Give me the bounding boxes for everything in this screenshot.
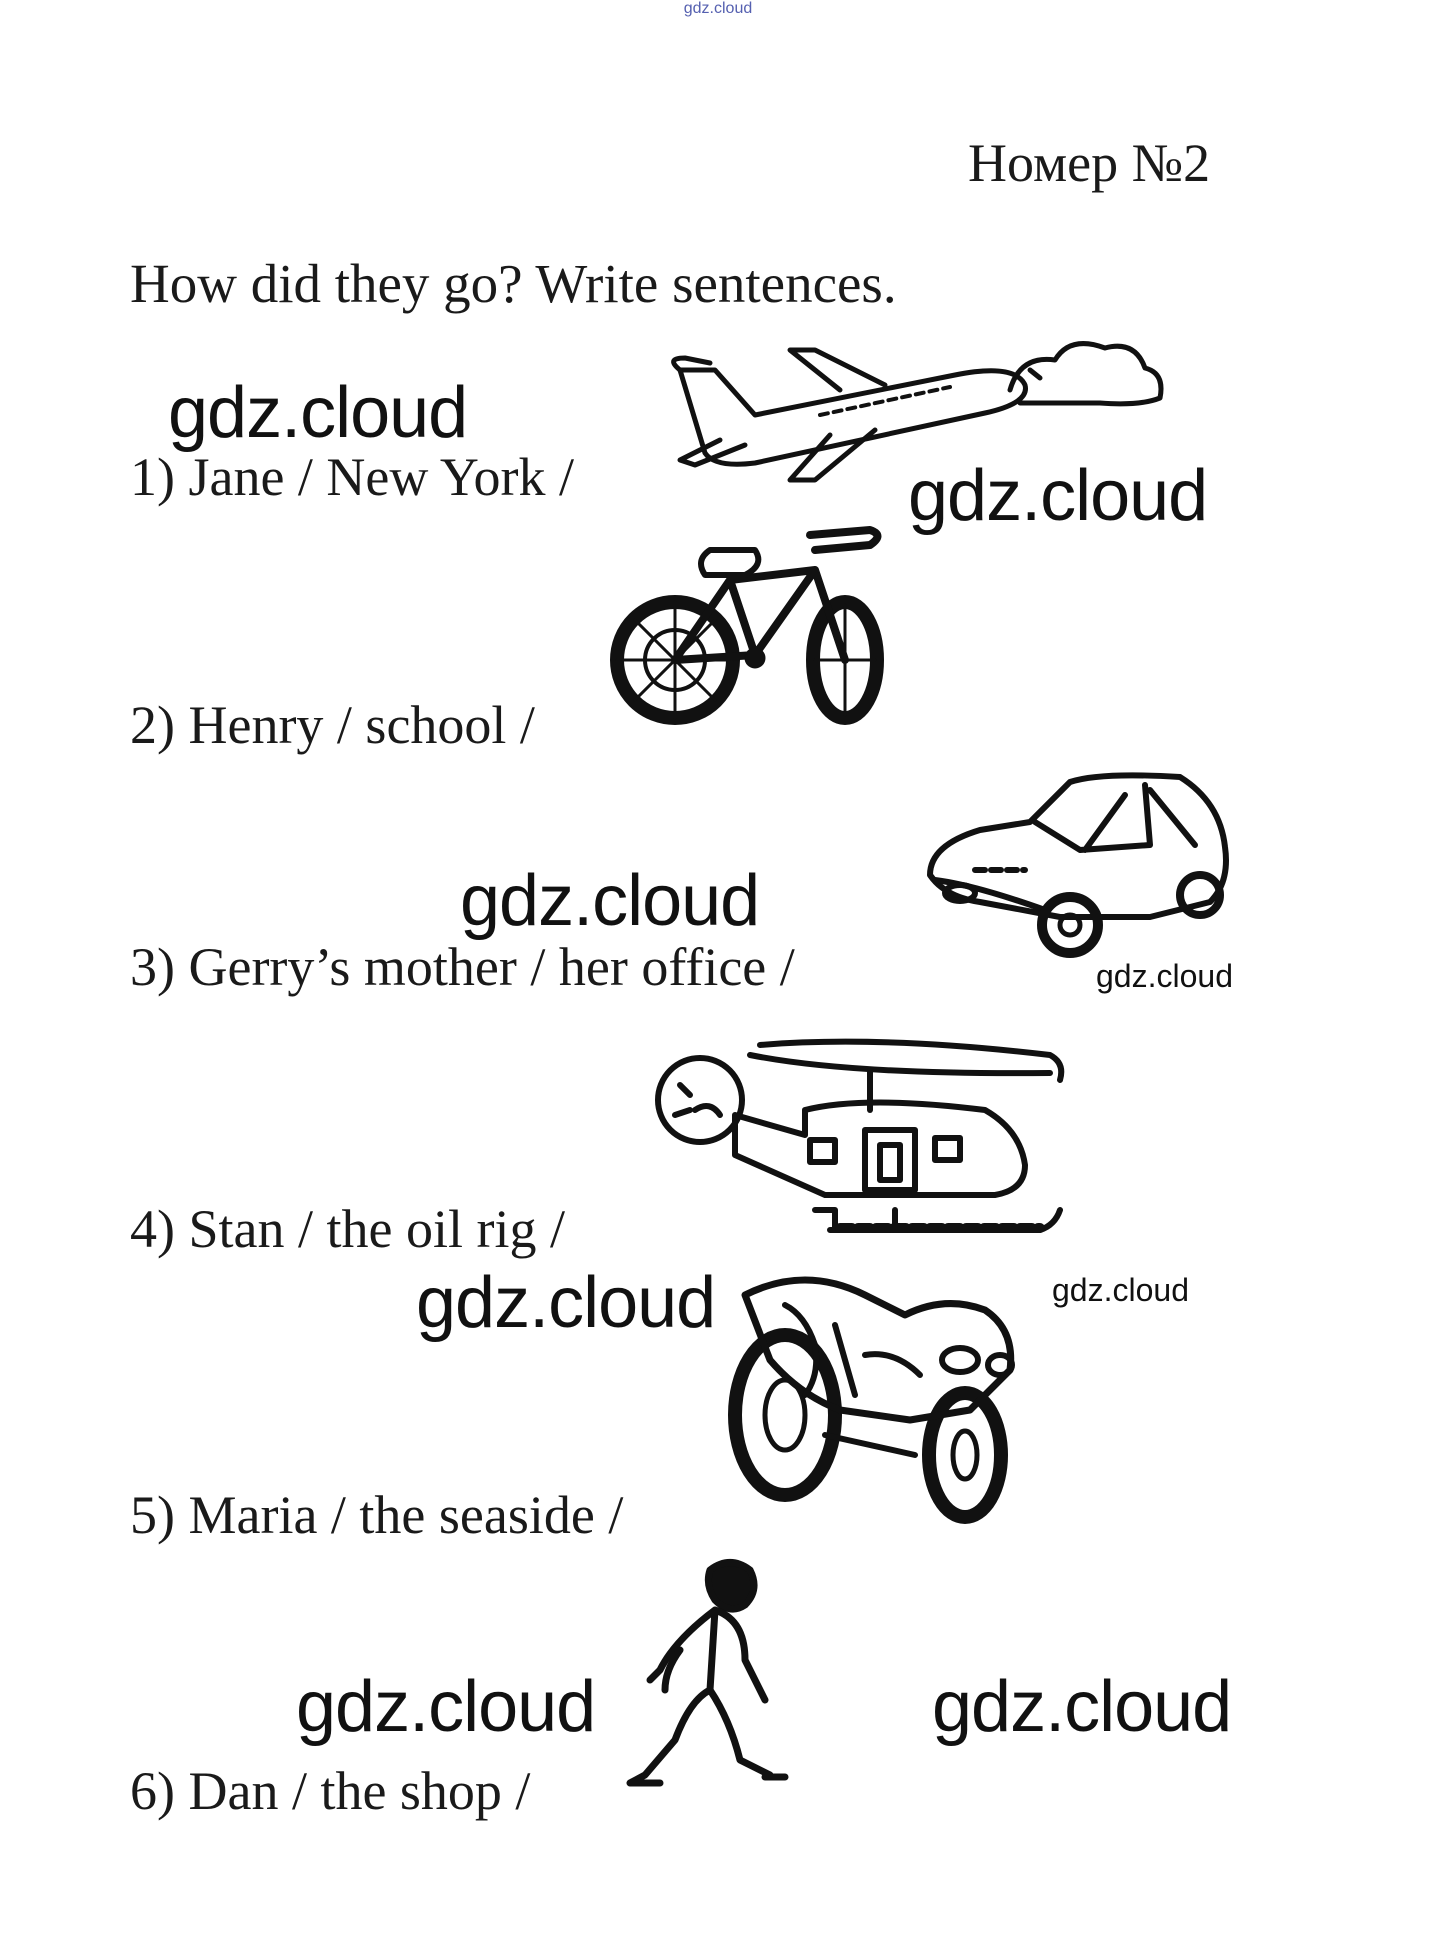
car-icon bbox=[915, 765, 1235, 965]
top-watermark: gdz.cloud bbox=[683, 0, 753, 17]
watermark-5: gdz.cloud bbox=[416, 1263, 716, 1343]
watermark-3: gdz.cloud bbox=[460, 861, 760, 941]
watermark-4: gdz.cloud bbox=[1096, 958, 1233, 994]
exercise-item-2: 2) Henry / school / bbox=[130, 695, 535, 755]
watermark-2: gdz.cloud bbox=[908, 456, 1208, 536]
exercise-number-title: Номер №2 bbox=[968, 133, 1211, 193]
exercise-item-1: 1) Jane / New York / bbox=[130, 447, 574, 507]
exercise-item-4: 4) Stan / the oil rig / bbox=[130, 1199, 565, 1259]
helicopter-icon bbox=[640, 1020, 1070, 1240]
watermark-6: gdz.cloud bbox=[1052, 1272, 1189, 1308]
exercise-item-6: 6) Dan / the shop / bbox=[130, 1761, 531, 1821]
motorbike-icon bbox=[715, 1265, 1035, 1525]
exercise-item-5: 5) Maria / the seaside / bbox=[130, 1485, 624, 1545]
watermark-1: gdz.cloud bbox=[168, 373, 468, 453]
walking-person-icon bbox=[620, 1555, 790, 1795]
exercise-instruction: How did they go? Write sentences. bbox=[130, 253, 897, 314]
watermark-7: gdz.cloud bbox=[296, 1667, 596, 1747]
bicycle-icon bbox=[610, 510, 910, 725]
exercise-item-3: 3) Gerry’s mother / her office / bbox=[130, 937, 795, 997]
watermark-8: gdz.cloud bbox=[932, 1667, 1232, 1747]
